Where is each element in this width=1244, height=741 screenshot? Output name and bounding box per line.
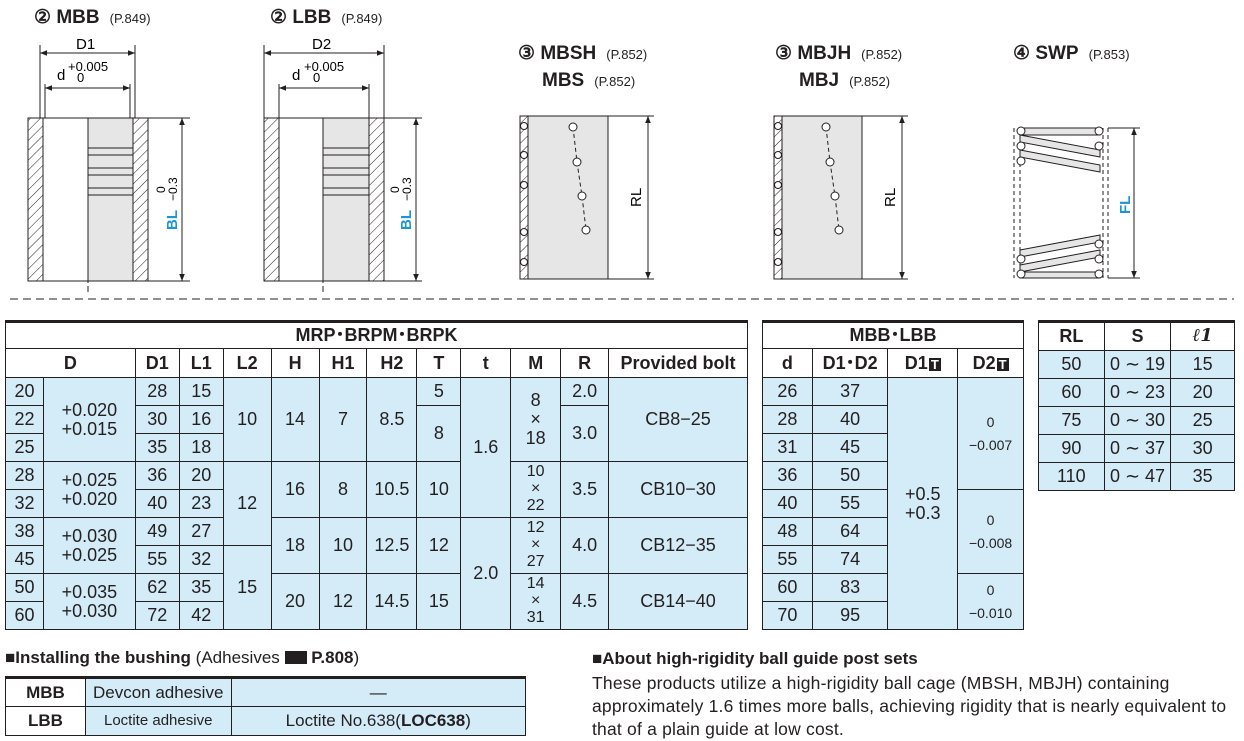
l2-value: 15 xyxy=(223,546,271,630)
d1d2-value: 64 xyxy=(812,518,888,546)
h1-value: 12 xyxy=(319,574,367,630)
lbb-inner-d-label: d xyxy=(292,67,301,84)
bolt-value: CB10−30 xyxy=(609,462,748,518)
header-d2-tol: D2 T xyxy=(958,349,1024,378)
t-value: 5 xyxy=(417,378,461,406)
l1-value: 18 xyxy=(179,434,223,462)
header-s: S xyxy=(1104,322,1171,351)
swp-drawing xyxy=(1014,127,1140,278)
mbs-page-ref: (P.852) xyxy=(594,74,636,89)
lbb-bl-tol-lower: −0.3 xyxy=(400,177,414,201)
d1d2-value: 37 xyxy=(812,378,888,406)
r-value: 3.0 xyxy=(561,406,609,462)
about-line: These products utilize a high-rigidity ball cage (MBSH, MBJH) containing xyxy=(592,673,1170,693)
s-value: 0 ∼ 47 xyxy=(1104,463,1171,491)
header-h: H xyxy=(271,349,319,378)
l1-value: 20 xyxy=(1171,379,1235,407)
d1-value: 30 xyxy=(135,406,179,434)
h-value: 20 xyxy=(271,574,319,630)
install-adhesive-type: Devcon adhesive xyxy=(85,678,231,707)
l1-value: 27 xyxy=(179,518,223,546)
d1d2-value: 45 xyxy=(812,434,888,462)
d-tolerance: +0.035 +0.030 xyxy=(43,574,135,630)
h1-value: 7 xyxy=(319,378,367,462)
d-value: 25 xyxy=(6,434,44,462)
header-l2: L2 xyxy=(223,349,271,378)
l1-value: 23 xyxy=(179,490,223,518)
d1-value: 28 xyxy=(135,378,179,406)
r-value: 2.0 xyxy=(561,378,609,406)
mbs-name: MBS xyxy=(542,70,585,91)
mbb-name: MBB xyxy=(56,7,100,28)
t-small-value: 1.6 xyxy=(461,378,511,518)
technical-drawings xyxy=(0,0,1244,300)
mbjh-rl-label: RL xyxy=(882,187,899,207)
l1-value: 30 xyxy=(1171,435,1235,463)
header-r: R xyxy=(561,349,609,378)
install-title: ■Installing the bushing xyxy=(5,648,191,667)
d-value: 28 xyxy=(6,462,44,490)
header-h1: H1 xyxy=(319,349,367,378)
r-value: 4.0 xyxy=(561,518,609,574)
rl-value: 60 xyxy=(1039,379,1105,407)
d2-tolerance: 0 −0.007 xyxy=(958,378,1024,490)
d-tolerance: +0.030 +0.025 xyxy=(43,518,135,574)
bolt-value: CB8−25 xyxy=(609,378,748,462)
l1-value: 42 xyxy=(179,602,223,630)
header-provided-bolt: Provided bolt xyxy=(609,349,748,378)
bolt-value: CB12−35 xyxy=(609,518,748,574)
mbsh-drawing xyxy=(520,116,654,279)
rl-value: 90 xyxy=(1039,435,1105,463)
header-d: D xyxy=(6,349,136,378)
d-value: 26 xyxy=(763,378,813,406)
d1d2-value: 95 xyxy=(812,602,888,630)
header-d: d xyxy=(763,349,813,378)
about-paragraph xyxy=(592,672,1237,741)
t-value: 12 xyxy=(417,518,461,574)
install-part-mbb: MBB xyxy=(6,678,86,707)
l1-value: 25 xyxy=(1171,407,1235,435)
t-value: 15 xyxy=(417,574,461,630)
d-value: 60 xyxy=(6,602,44,630)
main-group-title: MRP･BRPM･BRPK xyxy=(6,322,748,349)
install-adhesive-type: Loctite adhesive xyxy=(85,707,231,736)
mbb-drawing xyxy=(28,36,190,295)
mbb-d1-label: D1 xyxy=(76,36,96,53)
lbb-bl-tol-upper: 0 xyxy=(388,186,402,193)
adhesives-page: P.808 xyxy=(311,648,354,667)
h2-value: 10.5 xyxy=(367,462,417,518)
l2-value: 12 xyxy=(223,462,271,546)
mbjh-drawing xyxy=(774,116,908,279)
mbb-page-ref: (P.849) xyxy=(109,11,151,26)
d-value: 20 xyxy=(6,378,44,406)
mbb-bl-label: BL xyxy=(164,210,181,230)
mbb-inner-tol-lower: 0 xyxy=(77,70,85,85)
l2-value: 10 xyxy=(223,378,271,462)
d2-tolerance: 0 −0.010 xyxy=(958,574,1024,630)
d1-tolerance: +0.5 +0.3 xyxy=(888,378,958,630)
d-tolerance: +0.020 +0.015 xyxy=(43,378,135,462)
mbsh-rl-label: RL xyxy=(628,187,645,207)
d2-tolerance: 0 −0.008 xyxy=(958,490,1024,574)
h1-value: 10 xyxy=(319,518,367,574)
install-table xyxy=(5,676,526,736)
mbb-bl-tol-lower: −0.3 xyxy=(166,177,180,201)
d-value: 45 xyxy=(6,546,44,574)
lbb-number: ② xyxy=(270,7,288,28)
install-section-title xyxy=(5,648,359,668)
s-value: 0 ∼ 23 xyxy=(1104,379,1171,407)
swp-number: ④ xyxy=(1013,43,1031,64)
header-l1: L1 xyxy=(179,349,223,378)
header-d1d2: D1･D2 xyxy=(812,349,888,378)
d1d2-value: 83 xyxy=(812,574,888,602)
adhesives-suffix: ) xyxy=(353,648,360,667)
l1-value: 35 xyxy=(179,574,223,602)
l1-value: 20 xyxy=(179,462,223,490)
d1d2-value: 55 xyxy=(812,490,888,518)
d-value: 48 xyxy=(763,518,813,546)
h-value: 18 xyxy=(271,518,319,574)
header-d1: D1 xyxy=(135,349,179,378)
h1-value: 8 xyxy=(319,462,367,518)
mbsh-name: MBSH xyxy=(540,43,597,64)
t-value: 8 xyxy=(417,406,461,462)
d1-value: 36 xyxy=(135,462,179,490)
d-value: 38 xyxy=(6,518,44,546)
d1-value: 35 xyxy=(135,434,179,462)
mbj-page-ref: (P.852) xyxy=(849,74,891,89)
mbb-number: ② xyxy=(34,7,52,28)
l1-value: 15 xyxy=(1171,351,1235,379)
l1-value: 35 xyxy=(1171,463,1235,491)
mbjh-number: ③ xyxy=(775,43,793,64)
install-part-lbb: LBB xyxy=(6,707,86,736)
d1-value: 49 xyxy=(135,518,179,546)
lbb-bl-label: BL xyxy=(398,210,415,230)
rl-value: 75 xyxy=(1039,407,1105,435)
header-t-lower: t xyxy=(461,349,511,378)
d1-value: 72 xyxy=(135,602,179,630)
adhesives-prefix: (Adhesives xyxy=(195,648,280,667)
t-small-value: 2.0 xyxy=(461,518,511,630)
about-title: ■About high-rigidity ball guide post sets xyxy=(592,649,918,668)
l1-value: 15 xyxy=(179,378,223,406)
about-line: that of a plain guide at low cost. xyxy=(592,719,844,739)
install-product: Loctite No.638(LOC638) xyxy=(231,707,525,736)
t-value: 10 xyxy=(417,462,461,518)
mbjh-name: MBJH xyxy=(797,43,852,64)
bolt-value: CB14−40 xyxy=(609,574,748,630)
d-value: 36 xyxy=(763,462,813,490)
rl-table xyxy=(1038,320,1235,491)
mbb-lbb-table xyxy=(762,320,1024,630)
d1d2-value: 50 xyxy=(812,462,888,490)
mbsh-number: ③ xyxy=(518,43,536,64)
d-value: 31 xyxy=(763,434,813,462)
d-value: 28 xyxy=(763,406,813,434)
lbb-name: LBB xyxy=(292,7,332,28)
lbb-inner-tol-upper: +0.005 xyxy=(304,59,345,74)
m-value: 12 × 27 xyxy=(511,518,561,574)
d-value: 70 xyxy=(763,602,813,630)
d1d2-value: 40 xyxy=(812,406,888,434)
swp-fl-label: FL xyxy=(1117,195,1134,214)
header-h2: H2 xyxy=(367,349,417,378)
header-m: M xyxy=(511,349,561,378)
s-value: 0 ∼ 30 xyxy=(1104,407,1171,435)
l1-value: 16 xyxy=(179,406,223,434)
m-value: 14 × 31 xyxy=(511,574,561,630)
s-value: 0 ∼ 19 xyxy=(1104,351,1171,379)
m-value: 10 × 22 xyxy=(511,462,561,518)
lbb-d2-label: D2 xyxy=(312,36,332,53)
d-value: 60 xyxy=(763,574,813,602)
s-value: 0 ∼ 37 xyxy=(1104,435,1171,463)
mbb-inner-tol-upper: +0.005 xyxy=(68,59,109,74)
l1-value: 32 xyxy=(179,546,223,574)
swp-name: SWP xyxy=(1035,43,1079,64)
main-spec-table xyxy=(5,320,748,630)
header-rl: RL xyxy=(1039,322,1105,351)
h2-value: 14.5 xyxy=(367,574,417,630)
r-value: 4.5 xyxy=(561,574,609,630)
h2-value: 12.5 xyxy=(367,518,417,574)
d-value: 32 xyxy=(6,490,44,518)
lbb-page-ref: (P.849) xyxy=(341,11,383,26)
rl-value: 50 xyxy=(1039,351,1105,379)
header-t-upper: T xyxy=(417,349,461,378)
d-value: 40 xyxy=(763,490,813,518)
h-value: 14 xyxy=(271,378,319,462)
d1d2-value: 74 xyxy=(812,546,888,574)
mbb-inner-d-label: d xyxy=(57,67,66,84)
swp-page-ref: (P.853) xyxy=(1088,47,1130,62)
rl-value: 110 xyxy=(1039,463,1105,491)
adhesive-ref-icon xyxy=(285,651,307,664)
h-value: 16 xyxy=(271,462,319,518)
mbb-bl-tol-upper: 0 xyxy=(154,186,168,193)
mbjh-page-ref: (P.852) xyxy=(861,47,903,62)
about-line: approximately 1.6 times more balls, achieving rigidity that is nearly equivalent to xyxy=(592,696,1227,716)
h2-value: 8.5 xyxy=(367,378,417,462)
mbj-name: MBJ xyxy=(799,70,840,91)
d1-value: 40 xyxy=(135,490,179,518)
m-value: 8 × 18 xyxy=(511,378,561,462)
d1-value: 62 xyxy=(135,574,179,602)
header-l1: ℓ1 xyxy=(1171,322,1235,351)
d-value: 55 xyxy=(763,546,813,574)
d-value: 50 xyxy=(6,574,44,602)
lbb-drawing xyxy=(264,36,422,295)
r-value: 3.5 xyxy=(561,462,609,518)
lbb-inner-tol-lower: 0 xyxy=(313,70,321,85)
d1-value: 55 xyxy=(135,546,179,574)
mbb-group-title: MBB･LBB xyxy=(763,322,1024,349)
d-tolerance: +0.025 +0.020 xyxy=(43,462,135,518)
mbsh-page-ref: (P.852) xyxy=(606,47,648,62)
d-value: 22 xyxy=(6,406,44,434)
install-product: — xyxy=(231,678,525,707)
header-d1-tol: D1 T xyxy=(888,349,958,378)
